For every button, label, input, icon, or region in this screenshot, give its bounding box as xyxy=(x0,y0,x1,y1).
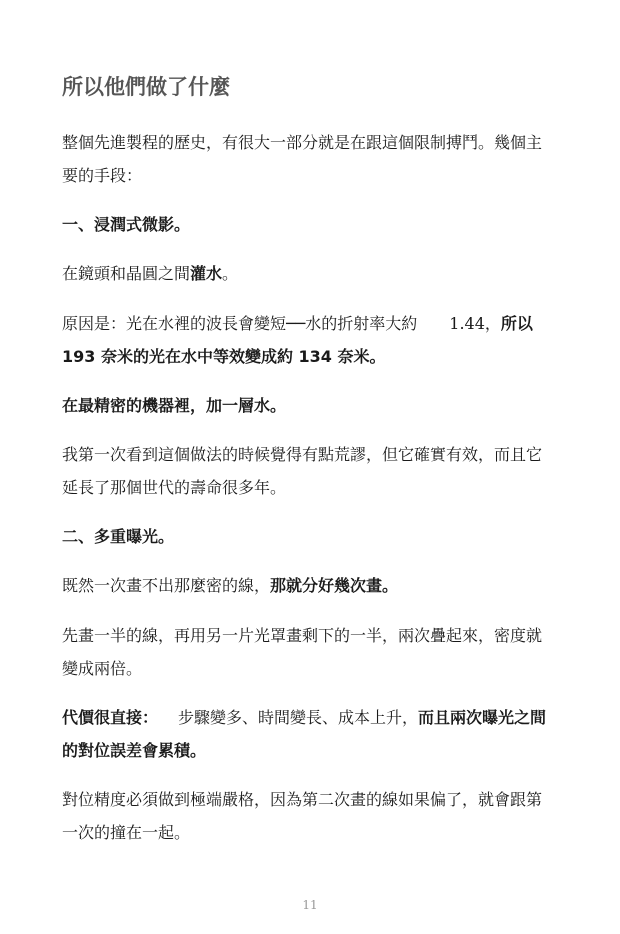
paragraph-line: 對位精度必須做到極端嚴格，因為第二次畫的線如果偏了，就會跟第 xyxy=(62,790,543,809)
paragraph-absurd xyxy=(62,438,562,504)
paragraph-line: 我第一次看到這個做法的時候覺得有點荒謬，但它確實有效，而且它 xyxy=(62,445,543,464)
text-emphasis: 代價很直接： xyxy=(62,708,159,727)
paragraph-line: 延長了那個世代的壽命很多年。 xyxy=(62,478,287,497)
paragraph-add-water: 在最精密的機器裡，加一層水。 xyxy=(62,396,287,415)
subsection-title-immersion: 一、浸潤式微影。 xyxy=(62,215,191,234)
text-emphasis: 灌水 xyxy=(190,264,223,283)
text-normal: 在鏡頭和晶圓之間 xyxy=(62,264,191,283)
paragraph-line: 變成兩倍。 xyxy=(62,659,143,678)
text-emphasis: 的對位誤差會累積。 xyxy=(62,741,207,760)
text-normal: 原因是：光在水裡的波長會變短──水的折射率大約 xyxy=(62,314,418,333)
text-emphasis: 那就分好幾次畫。 xyxy=(270,576,399,595)
paragraph-cost xyxy=(62,701,562,767)
text-normal: 步驟變多、時間變長、成本上升， xyxy=(178,708,419,727)
text-emphasis: 而且兩次曝光之間 xyxy=(418,708,547,727)
text-normal: 。 xyxy=(222,264,239,283)
text-emphasis: 所以 xyxy=(500,314,533,333)
paragraph-water xyxy=(62,257,562,290)
paragraph-multiple-times xyxy=(62,569,562,602)
paragraph-reason xyxy=(62,307,562,373)
paragraph-line: 一次的撞在一起。 xyxy=(62,823,191,842)
paragraph-alignment xyxy=(62,783,562,849)
page-number: 11 xyxy=(302,898,318,912)
text-normal: 既然一次畫不出那麼密的線， xyxy=(62,576,271,595)
paragraph-line: 要的手段： xyxy=(62,166,143,185)
text-emphasis: 193 奈米的光在水中等效變成約 134 奈米。 xyxy=(62,347,386,366)
section-heading: 所以他們做了什麼 xyxy=(62,75,230,99)
text-normal: 1.44， xyxy=(449,314,501,333)
paragraph-line: 先畫一半的線，再用另一片光罩畫剩下的一半，兩次疊起來，密度就 xyxy=(62,626,543,645)
paragraph-line: 整個先進製程的歷史，有很大一部分就是在跟這個限制搏鬥。幾個主 xyxy=(62,133,543,152)
paragraph-intro xyxy=(62,126,562,192)
paragraph-half-lines xyxy=(62,619,562,685)
subsection-title-multipatterning: 二、多重曝光。 xyxy=(62,527,175,546)
